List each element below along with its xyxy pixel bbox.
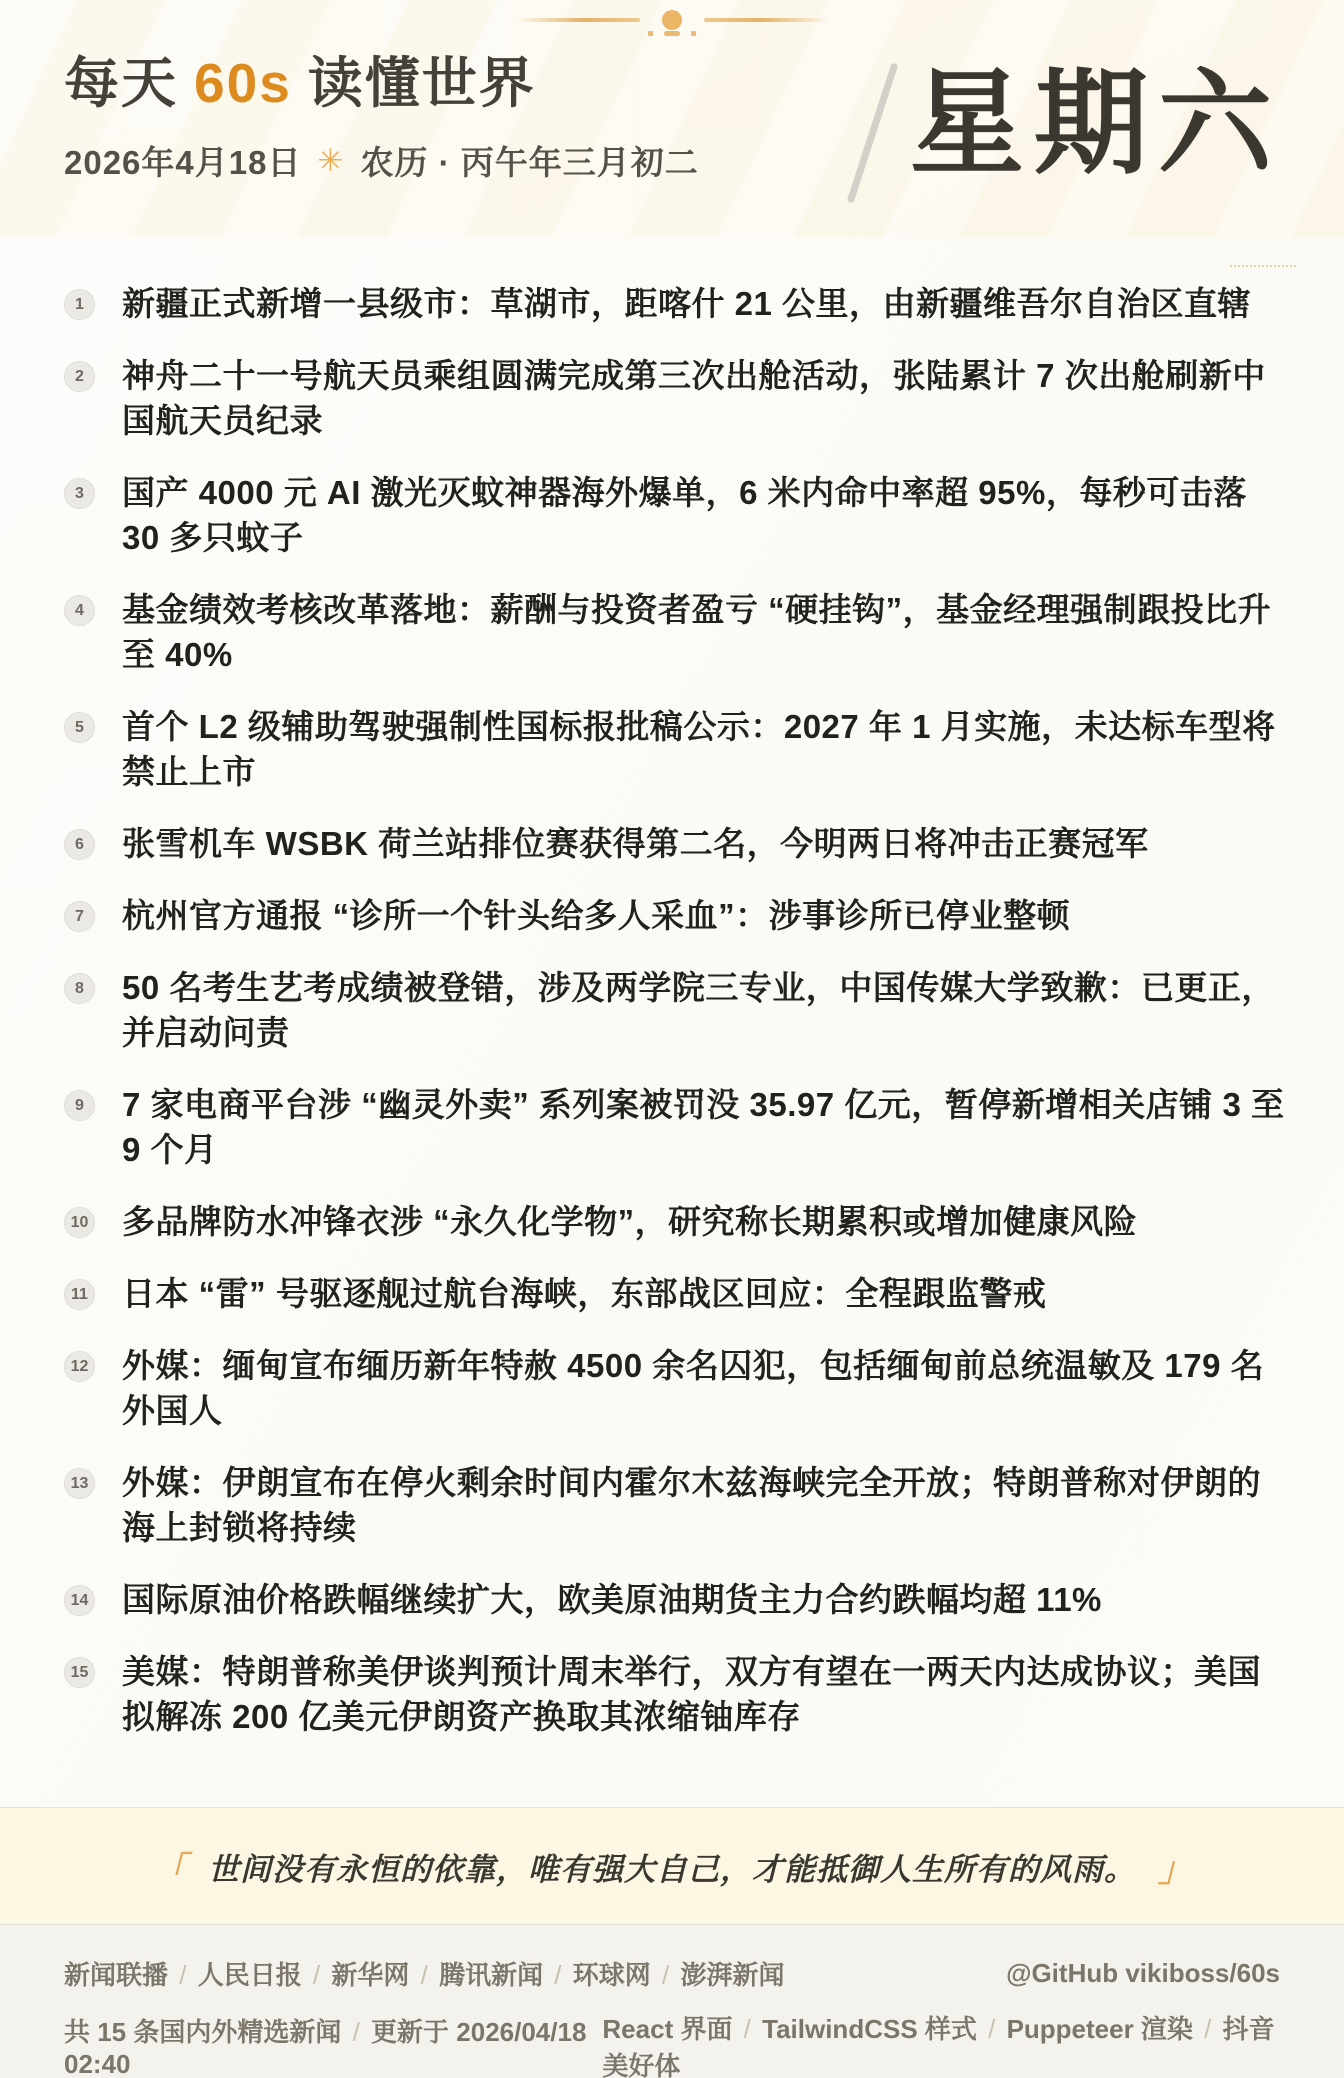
asterisk-icon: ✳ [317,142,345,178]
item-number: 6 [75,835,84,853]
slash-separator: / [654,1960,677,1990]
weekday-label: 星期六 [909,61,1282,188]
slash-separator: / [172,1960,194,1990]
item-number-badge [64,1585,95,1616]
item-text: 多品牌防水冲锋衣涉 “永久化学物”，研究称长期累积或增加健康风险 [122,1203,1138,1240]
item-number-badge [64,973,95,1004]
news-summary: 共 15 条国内外精选新闻 / 更新于 2026/04/18 02:40 [64,2017,587,2078]
item-number: 12 [70,1357,89,1375]
title-suffix: 读懂世界 [307,52,536,114]
github-credit: @GitHub vikiboss/60s [1006,1958,1280,1988]
lunar-date: 农历 · 丙午年三月初二 [360,144,699,182]
item-number-badge [64,1207,95,1238]
dot-ornament [691,31,696,36]
news-list [64,281,1288,1739]
item-text: 外媒：伊朗宣布在停火剩余时间内霍尔木兹海峡完全开放；特朗普称对伊朗的海上封锁将持续 [122,1464,1261,1546]
item-number-badge [64,595,95,626]
news-sources: 新闻联播 / 人民日报 / 新华网 / 腾讯新闻 / 环球网 / 澎湃新闻 [64,1960,785,1990]
item-number-badge [64,829,95,860]
slash-separator: / [305,1960,328,1990]
news-card [0,237,1344,1807]
news-item [64,704,1288,794]
news-item [64,965,1288,1055]
item-number-badge [64,289,95,320]
item-number: 1 [75,295,84,313]
slash-separator: / [345,2017,368,2047]
news-item [64,1343,1288,1433]
item-number: 7 [75,907,84,925]
item-number-badge [64,1657,95,1688]
news-item [64,1271,1288,1316]
title-prefix: 每天 [64,52,179,114]
ornament-dots [648,31,696,36]
news-item [64,1082,1288,1172]
slash-separator: / [413,1960,436,1990]
date-line [64,137,699,184]
item-number-badge [64,478,95,509]
slash-divider [847,62,899,203]
item-number: 15 [70,1663,89,1681]
card-dotted-ornament [1230,265,1296,267]
item-text: 新疆正式新增一县级市：草湖市，距喀什 21 公里，由新疆维吾尔自治区直辖 [122,285,1252,322]
item-number-badge [64,1468,95,1499]
item-number: 9 [75,1096,84,1114]
item-number: 10 [70,1213,89,1231]
quote-text: 世间没有永恒的依靠，唯有强大自己，才能抵御人生所有的风雨。 [208,1851,1136,1887]
slash-separator: / [547,1960,569,1990]
item-text: 国际原油价格跌幅继续扩大，欧美原油期货主力合约跌幅均超 11% [122,1581,1102,1618]
item-number-badge [64,361,95,392]
ornament-line-left [515,18,640,22]
header-right [869,52,1282,206]
item-text: 基金绩效考核改革落地：薪酬与投资者盈亏 “硬挂钩”，基金经理强制跟投比升至 40% [122,591,1272,673]
footer-row-2 [64,2009,1280,2078]
news-item [64,353,1288,443]
news-item [64,1649,1288,1739]
dot-ornament [648,31,653,36]
item-number: 14 [70,1591,89,1609]
slash-separator: / [1196,2014,1219,2044]
item-number: 2 [75,367,84,385]
item-number-badge [64,1351,95,1382]
item-text: 50 名考生艺考成绩被登错，涉及两学院三专业，中国传媒大学致歉：已更正，并启动问责 [122,969,1275,1051]
item-text: 日本 “雷” 号驱逐舰过航台海峡，东部战区回应：全程跟监警戒 [122,1275,1047,1312]
item-number-badge [64,901,95,932]
title-highlight: 60s [194,52,292,114]
item-number: 11 [71,1285,88,1303]
footer [0,1925,1344,2078]
quote-bar [0,1807,1344,1925]
news-item [64,821,1288,866]
slash-separator: / [980,2014,1003,2044]
gregorian-date: 2026年4月18日 [64,144,302,182]
item-number: 8 [75,979,84,997]
tech-stack: React 界面 / TailwindCSS 样式 / Puppeteer 渲染 / 抖音美好体 [602,2014,1275,2078]
quote-close-bracket: 」 [1158,1850,1192,1889]
item-text: 杭州官方通报 “诊所一个针头给多人采血”：涉事诊所已停业整顿 [122,897,1071,934]
ornament-line-right [704,18,829,22]
item-number-badge [64,1279,95,1310]
quote-open-bracket: 「 [152,1850,186,1889]
top-ornament [515,10,829,30]
item-text: 首个 L2 级辅助驾驶强制性国标报批稿公示：2027 年 1 月实施，未达标车型将禁止上市 [122,708,1276,790]
item-number-badge [64,712,95,743]
item-number: 5 [75,718,84,736]
news-item [64,1460,1288,1550]
news-item [64,893,1288,938]
item-number: 13 [70,1474,89,1492]
footer-row-1 [64,1955,1280,1992]
news-item [64,587,1288,677]
item-number: 4 [75,601,84,619]
item-text: 外媒：缅甸宣布缅历新年特赦 4500 余名囚犯，包括缅甸前总统温敏及 179 名外国人 [122,1347,1265,1429]
item-text: 国产 4000 元 AI 激光灭蚊神器海外爆单，6 米内命中率超 95%，每秒可击落 30 多只蚊子 [122,474,1247,556]
item-text: 神舟二十一号航天员乘组圆满完成第三次出舱活动，张陆累计 7 次出舱刷新中国航天员纪录 [122,357,1266,439]
item-text: 7 家电商平台涉 “幽灵外卖” 系列案被罚没 35.97 亿元，暂停新增相关店铺 3 至 9 个月 [122,1086,1285,1168]
sun-circle-ornament [662,10,682,30]
dot-ornament [664,31,680,36]
page-title [64,52,699,115]
news-item [64,470,1288,560]
news-item [64,281,1288,326]
item-number-badge [64,1090,95,1121]
news-item [64,1199,1288,1244]
news-item [64,1577,1288,1622]
item-text: 美媒：特朗普称美伊谈判预计周末举行，双方有望在一两天内达成协议；美国拟解冻 200 亿美元伊朗资产换取其浓缩铀库存 [122,1653,1261,1735]
header-left [64,52,699,184]
slash-separator: / [736,2014,759,2044]
item-number: 3 [75,484,84,502]
item-text: 张雪机车 WSBK 荷兰站排位赛获得第二名，今明两日将冲击正赛冠军 [122,825,1149,862]
